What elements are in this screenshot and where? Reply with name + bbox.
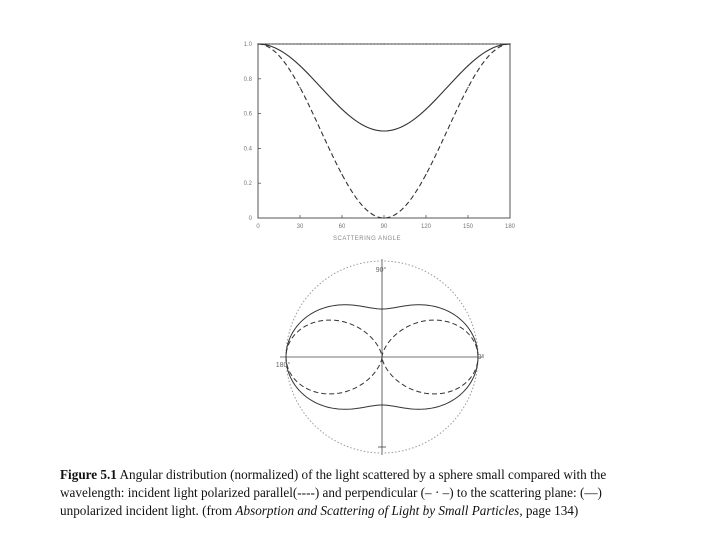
y-tick-label: 0.4 (243, 146, 252, 153)
caption-line-3 (60, 502, 670, 520)
caption-line-3-prefix: unpolarized incident light. (from (60, 503, 236, 518)
polar-label-90: 90° (375, 267, 387, 274)
figure-caption (60, 466, 670, 520)
caption-book-title: Absorption and Scattering of Light by Small Particles (235, 503, 520, 518)
y-tick-label: 0.6 (243, 111, 252, 118)
polar-label-0: 0° (477, 354, 485, 361)
caption-line-1-text: Angular distribution (normalized) of the light scattered by a sphere small compared with the (119, 467, 607, 482)
caption-label: Figure 5.1 (60, 467, 117, 482)
polar-label-180: 180° (275, 362, 291, 369)
y-tick-label: 0.8 (243, 76, 252, 83)
x-tick-label: 60 (338, 224, 346, 230)
x-tick-label: 120 (420, 224, 432, 230)
x-tick-label: 0 (256, 224, 260, 230)
x-tick-label: 30 (296, 224, 304, 230)
caption-line-3-suffix: , page 134) (519, 503, 579, 518)
x-tick-label: 180 (504, 224, 516, 230)
x-axis-title: SCATTERING ANGLE (333, 236, 401, 242)
y-tick-label: 1.0 (243, 42, 252, 48)
y-tick-label: 0.2 (243, 181, 252, 188)
caption-line-1 (60, 466, 670, 484)
x-tick-label: 90 (380, 224, 388, 230)
caption-line-2: wavelength: incident light polarized parallel(----) and perpendicular (– · –) to the scattering plane: (—) (60, 485, 602, 500)
y-tick-label: 0 (248, 216, 252, 222)
x-tick-label: 150 (462, 224, 474, 230)
